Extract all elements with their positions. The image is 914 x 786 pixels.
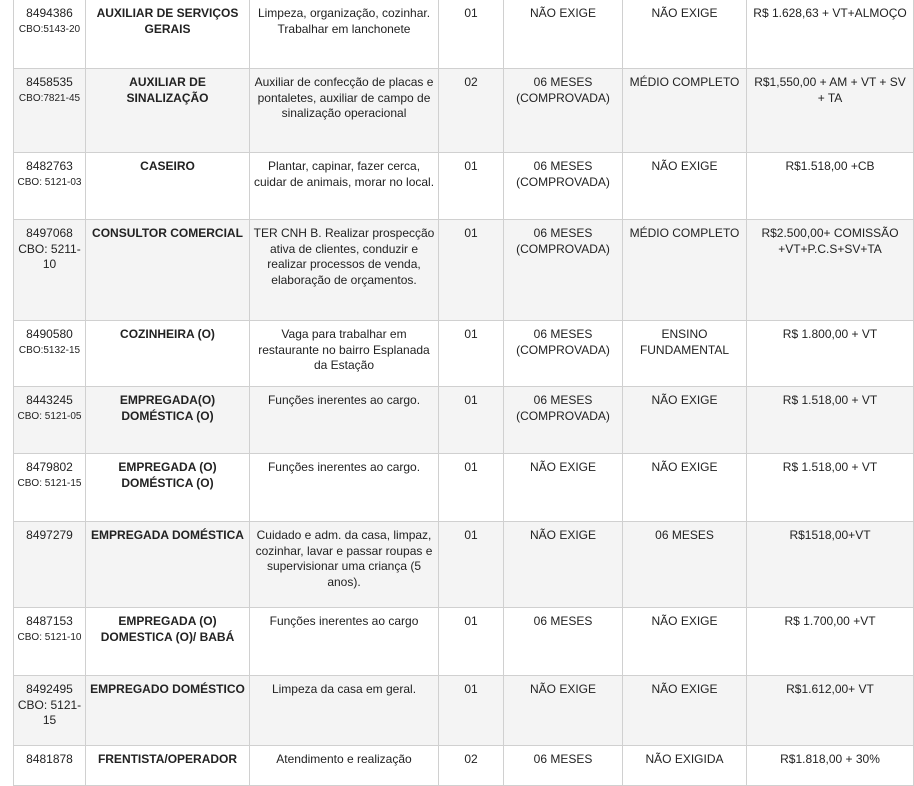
table-row: [14, 387, 914, 454]
job-title: FRENTISTA/OPERADOR: [86, 746, 250, 786]
cbo-code: CBO:5132-15: [18, 344, 81, 356]
job-code-cell: [14, 608, 86, 676]
job-code-cell: [14, 69, 86, 153]
job-description: TER CNH B. Realizar prospecção ativa de clientes, conduzir e realizar processos de venda, elaboração de orçamentos.: [250, 220, 439, 321]
education-requirement: ENSINO FUNDAMENTAL: [623, 321, 747, 387]
cbo-code: CBO:5143-20: [18, 23, 81, 35]
table-row: [14, 220, 914, 321]
education-requirement: NÃO EXIGE: [623, 153, 747, 220]
job-title: EMPREGADA DOMÉSTICA: [86, 522, 250, 608]
table-row: [14, 0, 914, 69]
job-code: 8481878: [26, 752, 73, 766]
job-code-cell: [14, 522, 86, 608]
job-title: COZINHEIRA (O): [86, 321, 250, 387]
salary-benefits: R$ 1.628,63 + VT+ALMOÇO: [747, 0, 914, 69]
job-code-cell: [14, 321, 86, 387]
job-description: Plantar, capinar, fazer cerca, cuidar de animais, morar no local.: [250, 153, 439, 220]
education-requirement: NÃO EXIGE: [623, 608, 747, 676]
education-requirement: NÃO EXIGE: [623, 454, 747, 522]
vacancy-count: 02: [439, 69, 504, 153]
job-code: 8487153: [26, 614, 73, 628]
table-row: [14, 746, 914, 786]
job-code-cell: [14, 676, 86, 746]
job-description: Limpeza, organização, cozinhar. Trabalhar em lanchonete: [250, 0, 439, 69]
vacancy-count: 01: [439, 387, 504, 454]
job-vacancies-table: [13, 0, 914, 786]
job-code-cell: [14, 0, 86, 69]
job-description: Atendimento e realização: [250, 746, 439, 786]
education-requirement: MÉDIO COMPLETO: [623, 69, 747, 153]
job-code: 8482763: [26, 159, 73, 173]
experience-requirement: 06 MESES: [504, 746, 623, 786]
job-title: EMPREGADA (O) DOMESTICA (O)/ BABÁ: [86, 608, 250, 676]
experience-requirement: NÃO EXIGE: [504, 522, 623, 608]
job-title: EMPREGADA(O) DOMÉSTICA (O): [86, 387, 250, 454]
job-title: CONSULTOR COMERCIAL: [86, 220, 250, 321]
job-code-cell: [14, 153, 86, 220]
education-requirement: MÉDIO COMPLETO: [623, 220, 747, 321]
table-row: [14, 676, 914, 746]
job-code: 8497279: [26, 528, 73, 542]
job-code: 8490580: [26, 327, 73, 341]
salary-benefits: R$1,550,00 + AM + VT + SV + TA: [747, 69, 914, 153]
table-row: [14, 608, 914, 676]
vacancy-count: 01: [439, 153, 504, 220]
cbo-code: CBO: 5121-15: [17, 477, 82, 489]
salary-benefits: R$1.818,00 + 30%: [747, 746, 914, 786]
job-code-cell: [14, 220, 86, 321]
cbo-code: CBO: 5121-05: [17, 410, 82, 422]
job-description: Funções inerentes ao cargo.: [250, 454, 439, 522]
job-title: CASEIRO: [86, 153, 250, 220]
vacancy-count: 01: [439, 608, 504, 676]
cbo-code: CBO: 5121-15: [17, 697, 82, 727]
vacancy-count: 01: [439, 321, 504, 387]
table-row: [14, 153, 914, 220]
job-code: 8492495: [26, 682, 73, 696]
vacancy-count: 01: [439, 676, 504, 746]
salary-benefits: R$ 1.518,00 + VT: [747, 454, 914, 522]
salary-benefits: R$1.612,00+ VT: [747, 676, 914, 746]
salary-benefits: R$1.518,00 +CB: [747, 153, 914, 220]
job-title: AUXILIAR DE SERVIÇOS GERAIS: [86, 0, 250, 69]
job-code: 8497068: [26, 226, 73, 240]
job-title: EMPREGADA (O) DOMÉSTICA (O): [86, 454, 250, 522]
experience-requirement: 06 MESES (COMPROVADA): [504, 69, 623, 153]
job-code: 8494386: [26, 6, 73, 20]
job-description: Limpeza da casa em geral.: [250, 676, 439, 746]
experience-requirement: 06 MESES (COMPROVADA): [504, 153, 623, 220]
salary-benefits: R$1518,00+VT: [747, 522, 914, 608]
experience-requirement: NÃO EXIGE: [504, 454, 623, 522]
job-code: 8479802: [26, 460, 73, 474]
job-code-cell: [14, 454, 86, 522]
experience-requirement: 06 MESES (COMPROVADA): [504, 220, 623, 321]
salary-benefits: R$2.500,00+ COMISSÃO +VT+P.C.S+SV+TA: [747, 220, 914, 321]
job-code: 8458535: [26, 75, 73, 89]
job-description: Funções inerentes ao cargo: [250, 608, 439, 676]
job-title: EMPREGADO DOMÉSTICO: [86, 676, 250, 746]
job-code-cell: [14, 746, 86, 786]
cbo-code: CBO:7821-45: [18, 92, 81, 104]
education-requirement: NÃO EXIGE: [623, 0, 747, 69]
experience-requirement: NÃO EXIGE: [504, 676, 623, 746]
vacancy-count: 01: [439, 220, 504, 321]
cbo-code: CBO: 5121-10: [17, 631, 82, 643]
job-title: AUXILIAR DE SINALIZAÇÃO: [86, 69, 250, 153]
education-requirement: NÃO EXIGE: [623, 387, 747, 454]
experience-requirement: 06 MESES: [504, 608, 623, 676]
job-code: 8443245: [26, 393, 73, 407]
education-requirement: 06 MESES: [623, 522, 747, 608]
job-description: Cuidado e adm. da casa, limpaz, cozinhar, lavar e passar roupas e supervisionar uma criança (5 anos).: [250, 522, 439, 608]
salary-benefits: R$ 1.800,00 + VT: [747, 321, 914, 387]
table-row: [14, 69, 914, 153]
table-row: [14, 522, 914, 608]
cbo-code: CBO: 5211-10: [18, 241, 81, 271]
vacancy-count: 01: [439, 454, 504, 522]
experience-requirement: 06 MESES (COMPROVADA): [504, 387, 623, 454]
job-description: Auxiliar de confecção de placas e pontaletes, auxiliar de campo de sinalização operacional: [250, 69, 439, 153]
vacancy-count: 01: [439, 522, 504, 608]
salary-benefits: R$ 1.518,00 + VT: [747, 387, 914, 454]
job-code-cell: [14, 387, 86, 454]
table-row: [14, 321, 914, 387]
vacancy-count: 01: [439, 0, 504, 69]
job-description: Funções inerentes ao cargo.: [250, 387, 439, 454]
education-requirement: NÃO EXIGIDA: [623, 746, 747, 786]
table-row: [14, 454, 914, 522]
job-description: Vaga para trabalhar em restaurante no bairro Esplanada da Estação: [250, 321, 439, 387]
cbo-code: CBO: 5121-03: [17, 176, 82, 188]
vacancy-count: 02: [439, 746, 504, 786]
salary-benefits: R$ 1.700,00 +VT: [747, 608, 914, 676]
experience-requirement: 06 MESES (COMPROVADA): [504, 321, 623, 387]
education-requirement: NÃO EXIGE: [623, 676, 747, 746]
experience-requirement: NÃO EXIGE: [504, 0, 623, 69]
table-body: [14, 0, 914, 786]
